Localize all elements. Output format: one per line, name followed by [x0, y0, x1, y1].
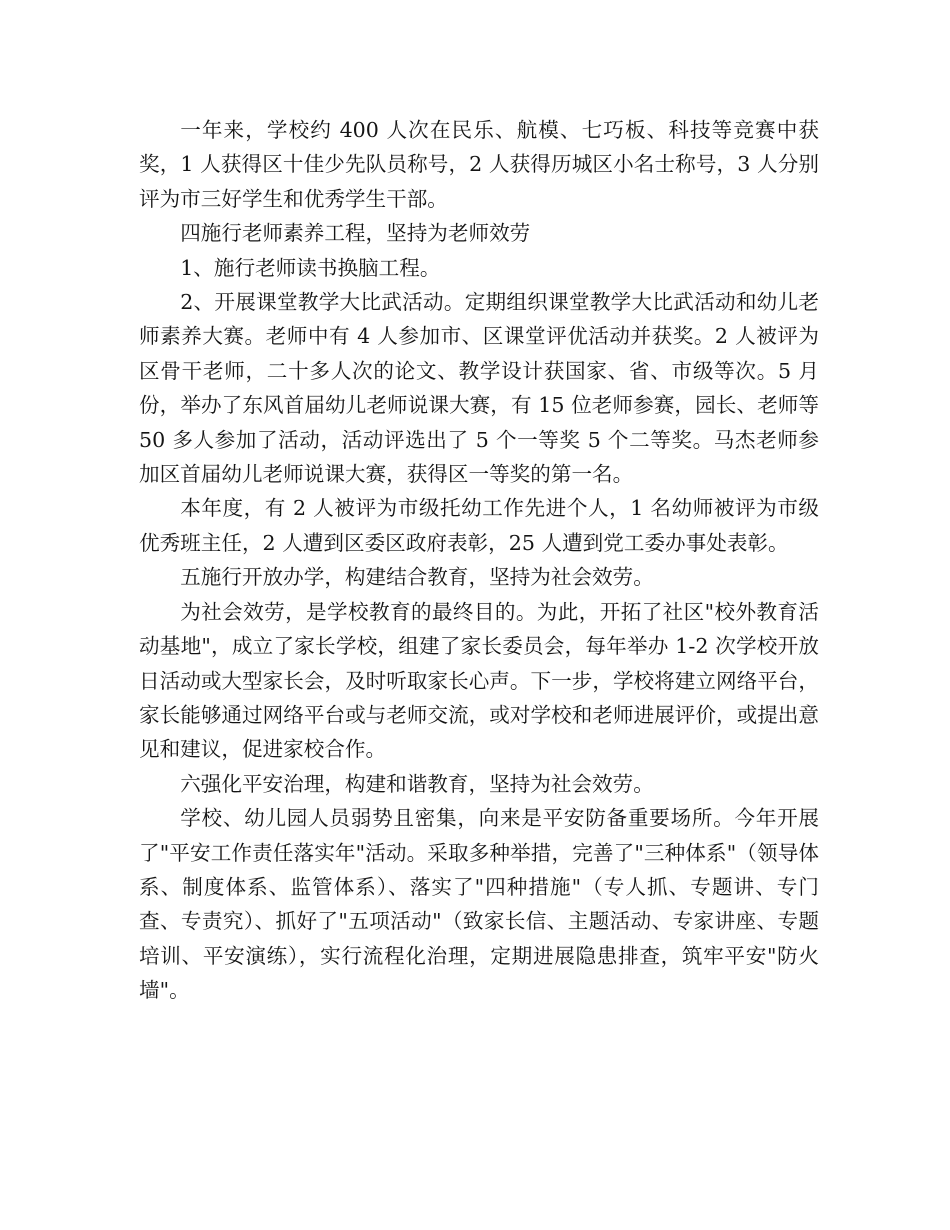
paragraph-annual-honors: 本年度，有 2 人被评为市级托幼工作先进个人，1 名幼师被评为市级优秀班主任，2 人遭到区委区政府表彰，25 人遭到党工委办事处表彰。 [139, 496, 819, 555]
heading-open-schooling: 五施行开放办学，构建结合教育，坚持为社会效劳。 [180, 565, 654, 590]
list-item-teaching-contest: 2、开展课堂教学大比武活动。定期组织课堂教学大比武活动和幼儿老师素养大赛。老师中有 4 人参加市、区课堂评优活动并获奖。2 人被评为区骨干老师，二十多人次的论文、教学设计获国家、省、市级等次。5 月份，举办了东风首届幼儿老师说课大赛，有 15 位老师参赛，园长、老师等 50 多人参加了活动，活动评选出了 5 个一等奖 5 个二等奖。马杰老师参加区首届幼儿老师说课大赛，获得区一等奖的第一名。 [139, 290, 819, 487]
paragraph-community-service: 为社会效劳，是学校教育的最终目的。为此，开拓了社区"校外教育活动基地"，成立了家长学校，组建了家长委员会，每年举办 1-2 次学校开放日活动或大型家长会，及时听取家长心声。下一步，学校将建立网络平台，家长能够通过网络平台或与老师交流，或对学校和老师进展评价，或提出意见和建议，促进家校合作。 [139, 599, 819, 762]
list-item-reading: 1、施行老师读书换脑工程。 [180, 255, 441, 280]
heading-safety-management: 六强化平安治理，构建和谐教育，坚持为社会效劳。 [180, 771, 654, 796]
paragraph-safety-measures: 学校、幼儿园人员弱势且密集，向来是平安防备重要场所。今年开展了"平安工作责任落实年"活动。采取多种举措，完善了"三种体系"（领导体系、制度体系、监管体系）、落实了"四种措施"（专人抓、专题讲、专门查、专责究）、抓好了"五项活动"（致家长信、主题活动、专家讲座、专题培训、平安演练），实行流程化治理，定期进展隐患排查，筑牢平安"防火墙"。 [139, 806, 819, 1003]
heading-teacher-quality: 四施行老师素养工程，坚持为老师效劳 [180, 221, 531, 246]
document-body [139, 113, 819, 1008]
paragraph-awards: 一年来，学校约 400 人次在民乐、航模、七巧板、科技等竞赛中获奖，1 人获得区十佳少先队员称号，2 人获得历城区小名士称号，3 人分别评为市三好学生和优秀学生干部。 [139, 118, 819, 211]
